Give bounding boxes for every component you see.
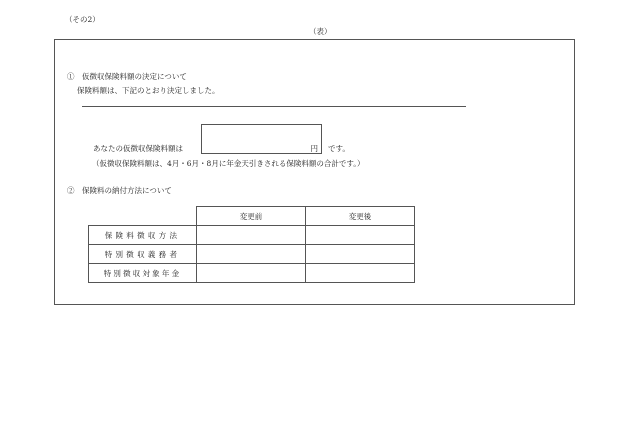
payment-method-table <box>88 206 415 283</box>
amount-suffix: です。 <box>328 144 350 153</box>
section2-heading: ② 保険料の納付方法について <box>67 186 172 195</box>
cell-before <box>197 264 306 283</box>
row-label-collection-obligor: 特別徴収義務者 <box>89 245 197 264</box>
cell-before <box>197 226 306 245</box>
amount-note: （仮徴収保険料額は、4月・6月・8月に年金天引きされる保険料額の合計です。） <box>92 159 365 168</box>
column-header-before: 変更前 <box>197 207 306 226</box>
section1-subtext: 保険料額は、下記のとおり決定しました。 <box>77 86 220 95</box>
amount-prefix: あなたの仮徴収保険料額は <box>93 144 183 153</box>
cell-after <box>306 226 415 245</box>
row-label-collection-method: 保険料徴収方法 <box>89 226 197 245</box>
table-corner <box>89 207 197 226</box>
section1-heading: ① 仮徴収保険料額の決定について <box>67 72 187 81</box>
cell-before <box>197 245 306 264</box>
row-label-target-pension: 特別徴収対象年金 <box>89 264 197 283</box>
column-header-after: 変更後 <box>306 207 415 226</box>
table-row <box>89 245 415 264</box>
cell-after <box>306 245 415 264</box>
table-row <box>89 226 415 245</box>
amount-field <box>201 124 322 154</box>
page-label: （その2） <box>65 15 100 24</box>
table-header-row <box>89 207 415 226</box>
table-row <box>89 264 415 283</box>
divider-line <box>82 106 466 107</box>
cell-after <box>306 264 415 283</box>
form-title: （表） <box>309 27 332 36</box>
currency-unit: 円 <box>310 144 318 153</box>
